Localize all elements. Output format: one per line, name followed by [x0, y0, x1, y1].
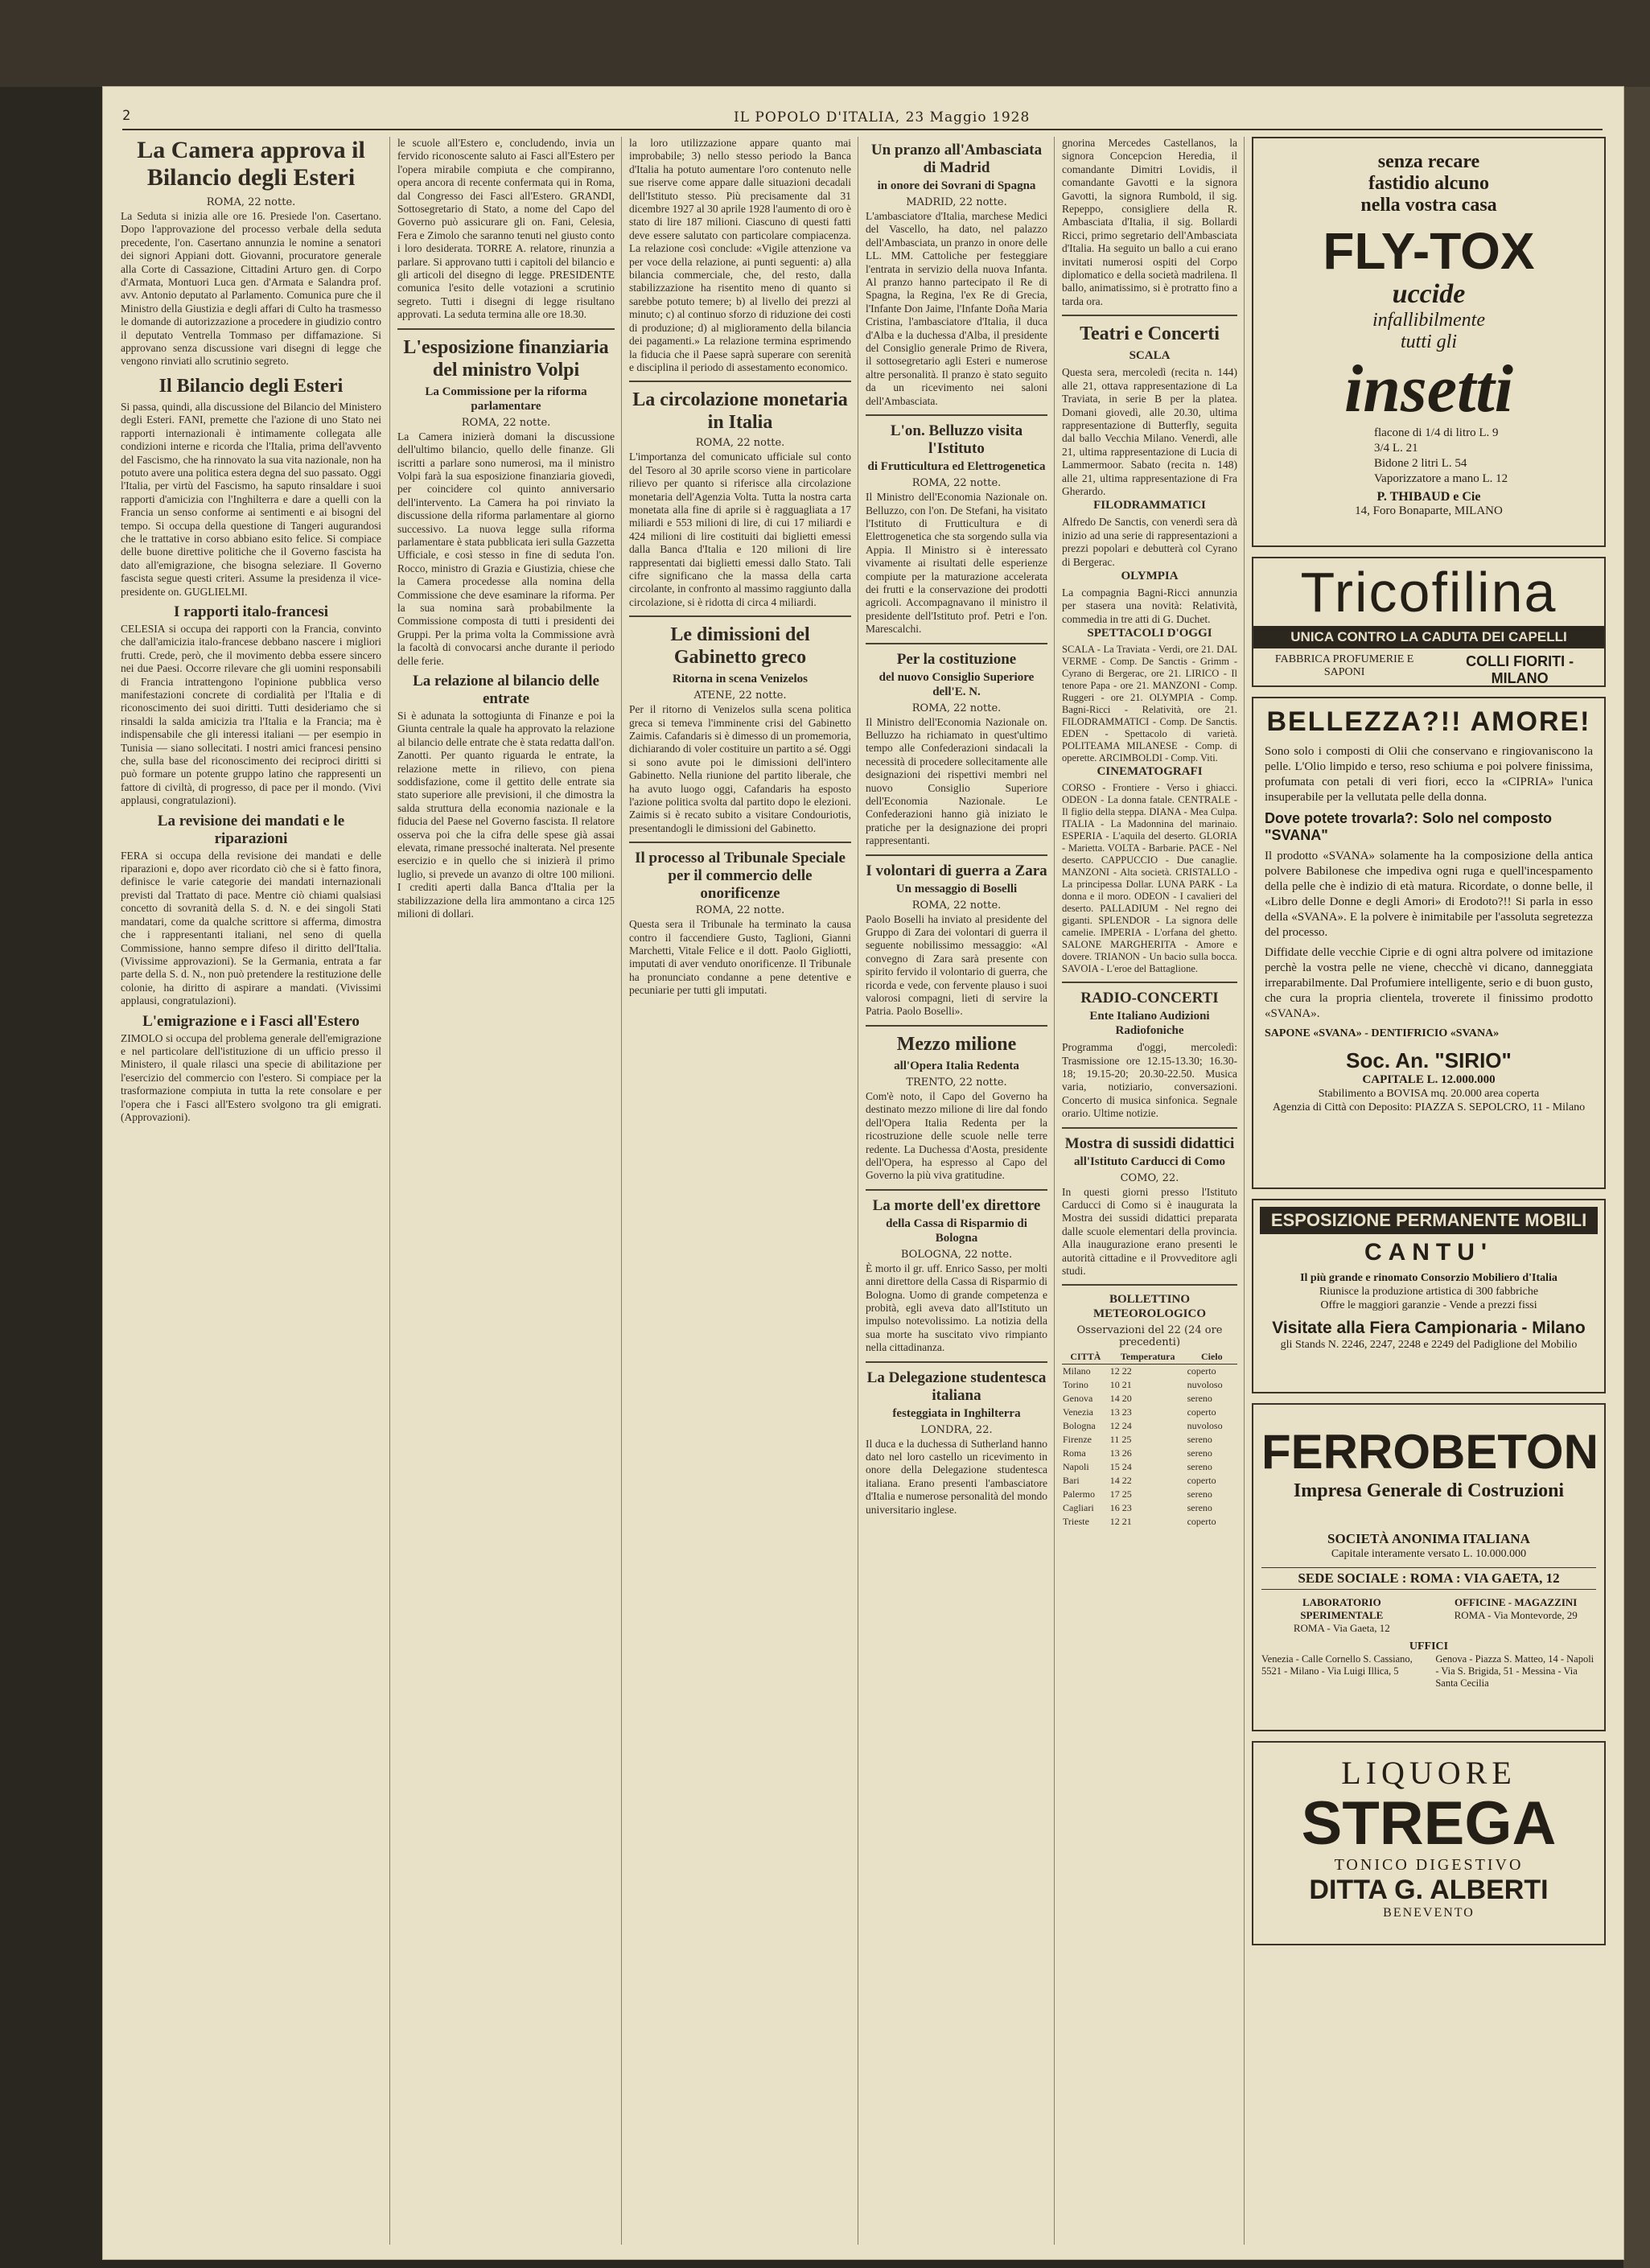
- table-cell: 12 21: [1109, 1516, 1132, 1528]
- dateline: ROMA, 22 notte.: [695, 437, 785, 450]
- table-cell: Napoli: [1063, 1461, 1089, 1473]
- table-cell: 13 23: [1109, 1406, 1132, 1418]
- table-cell: Trieste: [1063, 1516, 1089, 1528]
- table-row: [1062, 1515, 1237, 1529]
- price-item: Vaporizzatore a mano L. 12: [1374, 472, 1508, 485]
- table-row: [1062, 1419, 1237, 1433]
- article-headline: La circolazione monetaria in Italia: [632, 389, 848, 434]
- table-cell: nuvoloso: [1187, 1420, 1223, 1432]
- section-headline: Teatri e Concerti: [1080, 323, 1220, 345]
- ad-headline: BELLEZZA?!! AMORE!: [1266, 706, 1591, 737]
- svana-ad: [1252, 697, 1606, 1189]
- article-headline: La Delegazione studentesca italiana: [866, 1369, 1047, 1404]
- ad-brand: CANTU': [1364, 1239, 1494, 1266]
- weather-heading: BOLLETTINO METEOROLOGICO: [1092, 1293, 1207, 1321]
- dateline: MADRID, 22 notte.: [906, 196, 1007, 208]
- ad-footer: [1261, 1653, 1596, 1690]
- newspaper-page: [103, 87, 1623, 2259]
- table-cell: sereno: [1187, 1447, 1212, 1459]
- article-headline: La morte dell'ex direttore: [872, 1196, 1041, 1214]
- ad-text: Diffidate delle vecchie Ciprie e di ogni altra polvere od imitazione perchè la vostra pelle ne viene, checchè vi dicano, danneggiata irreparabilmente. Dal Profumiere intelligente, serio e di buon gusto, che cura la propria clientela, troverete il finissimo prodotto «SVANA».: [1265, 946, 1593, 1020]
- dateline: ROMA, 22 notte.: [911, 899, 1002, 912]
- ad-text: Venezia - Calle Cornello S. Cassiano, 5521 - Milano - Via Luigi Illica, 5: [1261, 1653, 1413, 1677]
- column-rule: [1244, 137, 1245, 2245]
- ad-text: Capitale interamente versato L. 10.000.000: [1331, 1548, 1527, 1560]
- ad-brand: STREGA: [1301, 1789, 1557, 1858]
- article-body: La compagnia Bagni-Ricci annunzia per stasera una novità: Relatività, commedia in tre atti di G. Duchet.: [1062, 586, 1237, 625]
- ad-text: ROMA - Via Montevorde, 29: [1454, 1609, 1578, 1621]
- ad-brand: FLY-TOX: [1323, 222, 1535, 280]
- table-row: [1062, 1433, 1237, 1447]
- table-row: [1062, 1460, 1237, 1474]
- dateline: COMO, 22.: [1120, 1171, 1179, 1184]
- ad-text: infallibilmente: [1372, 310, 1485, 331]
- table-row: [1062, 1474, 1237, 1488]
- divider: [629, 615, 851, 617]
- article-body: L'importanza del comunicato ufficiale sul conto del Tesoro al 30 aprile scorso viene in particolare rilievo per quanto si riferisce alla circolazione monetaria dell'Agenzia Volta. Tutta la nostra carta monetata alla fine di aprile si è ragguagliata a 17 miliardi e 553 milioni di lire, di cui 17 miliardi e 424 milioni di lire costituiti dai biglietti emessi dalla Banca d'Italia e 120 milioni di lire rappresentati dai biglietti emessi dallo Stato. Tali cifre significano che la massa della carta circolante, in confronto al massimo raggiunto dalla circolazione, si è ridotta di circa 4 miliardi.: [629, 451, 851, 608]
- ad-text: tutti gli: [1400, 331, 1457, 352]
- table-cell: coperto: [1187, 1516, 1216, 1528]
- dateline: ROMA, 22 notte.: [461, 416, 551, 429]
- article-headline: I volontari di guerra a Zara: [866, 862, 1047, 879]
- article-body: In questi giorni presso l'Istituto Carducci di Como si è inaugurata la Mostra dei sussidi didattici preparata dalle scuole elementari della provincia. Alla inaugurazione erano presenti le autorità cittadine e il Provveditore agli studi.: [1062, 1185, 1237, 1278]
- table-cell: 14 22: [1109, 1475, 1132, 1487]
- article-headline: Il processo al Tribunale Speciale per il commercio delle onorificenze: [635, 850, 846, 903]
- table-cell: 10 21: [1109, 1379, 1132, 1391]
- article-subheadline: La Commissione per la riforma parlamentare: [425, 385, 587, 413]
- article-headline: Un pranzo all'Ambasciata di Madrid: [870, 142, 1043, 176]
- divider: [1062, 982, 1237, 983]
- article-body: Si è adunata la sottogiunta di Finanze e poi la Giunta centrale la quale ha approvato la relazione al bilancio delle entrate che è stata redatta dall'on. Zanotti. Per quanto riguarda le entrate, la relazione mette in rilievo, con piena soddisfazione, come il gettito delle entrate sia stato superiore alle previsioni, il che dimostra la salda struttura della economia nazionale e la fiducia del Paese nel Governo fascista. Il relatore osserva poi che la cifra delle spese già assai elevata, rimane pressoché inalterata. Nel presente esercizio e in quello che si inizierà il primo luglio, si prevede un avanzo di oltre 100 milioni. I crediti aperti dalla Banca d'Italia per la stabilizzazione della lira ammontano a circa 125 milioni di dollari.: [397, 710, 615, 920]
- article-body: Il Ministro dell'Economia Nazionale on. Belluzzo, con l'on. De Stefani, ha visitato l'Istituto di Frutticultura e di Elettrogenetica che sta sorgendo sulla via Appia. Il Ministro si è interessato vivamente ai risultati delle esperienze compiute per la maturazione accelerata dei frutti e la conservazione dei prodotti agricoli. Accompagnavano il ministro il presidente dell'Istituto prof. Petri e l'on. Marescalchi.: [866, 491, 1047, 636]
- price-item: Bidone 2 litri L. 54: [1374, 457, 1467, 470]
- table-cell: 14 20: [1109, 1393, 1132, 1405]
- ad-text: senza recare: [1377, 151, 1480, 172]
- table-cell: sereno: [1187, 1502, 1212, 1514]
- article-body: gnorina Mercedes Castellanos, la signora Concepcion Heredia, il comandante Dimitri Lovidis, il comandante Gavotti e la signora Gavotti, la signora Rumbold, il sig. Repeppo, consigliere della R. Ambasciata d'Italia, il sig. Bollardi Ricci, primo segretario dell'Ambasciata d'Italia. Ha seguito un ballo a cui erano invitati numerosi ospiti del Corpo diplomatico e della società madrilena. Il ballo, animatissimo, si è protratto fino a tarda ora.: [1062, 137, 1237, 307]
- ad-text: Visitate alla Fiera Campionaria - Milano: [1272, 1319, 1586, 1337]
- ad-text: uccide: [1392, 279, 1466, 309]
- flytox-ad: [1252, 137, 1606, 547]
- divider: [866, 1189, 1047, 1191]
- ad-text: Riunisce la produzione artistica di 300 fabbriche: [1319, 1286, 1539, 1298]
- article-body: Il Ministro dell'Economia Nazionale on. Belluzzo ha richiamato in quest'ultimo tempo alle Confederazioni sindacali la necessità di procedere sollecitamente alle designazioni dei rispettivi membri nel nuovo Consiglio Superiore dell'Economia Nazionale. Le Confederazioni hanno già iniziato le pratiche per la designazione dei propri rappresentanti.: [866, 715, 1047, 847]
- table-cell: sereno: [1187, 1488, 1212, 1500]
- column-4: [866, 137, 1047, 1517]
- divider: [1062, 315, 1237, 316]
- article-subheadline: festeggiata in Inghilterra: [892, 1406, 1021, 1420]
- section-headline: I rapporti italo-francesi: [173, 603, 329, 620]
- table-header-cell: CITTÀ: [1062, 1350, 1109, 1365]
- ad-brand: FERROBETON: [1261, 1425, 1599, 1479]
- table-cell: Milano: [1063, 1365, 1091, 1377]
- table-header-cell: Temperatura: [1109, 1350, 1187, 1365]
- dateline: ATENE, 22 notte.: [693, 689, 787, 702]
- table-cell: nuvoloso: [1187, 1379, 1223, 1391]
- table-row: [1062, 1365, 1237, 1379]
- article-subheadline: Ritorna in scena Venizelos: [673, 673, 808, 686]
- article-headline: L'on. Belluzzo visita l'Istituto: [890, 422, 1023, 458]
- dateline: ROMA, 22 notte.: [206, 196, 296, 208]
- tricofilina-ad: [1252, 557, 1606, 687]
- article-body: Programma d'oggi, mercoledì: Trasmissione ore 12.15-13.30; 16.30-18; 19.15-20; 20.30-22.50. Musica varia, notiziario, conversazioni. Concerto di musica sinfonica. Segnale orario. Ultime notizie.: [1062, 1041, 1237, 1120]
- section-headline: L'emigrazione e i Fasci all'Estero: [142, 1012, 360, 1030]
- article-body: CELESIA si occupa dei rapporti con la Francia, convinto che dall'amicizia italo-francese debbano nascere i migliori frutti. Crede, però, che il movimento debba essere sincero nei due Paesi. Occorre rilevare che gli uomini responsabili di Francia intrattengono l'opinione pubblica verso manifestazioni concrete di cordialità per l'Italia e di riconoscimento dei suoi diritti. Tutti desideriamo che si rinsaldi la salda amicizia tra l'Italia e la Francia; ma è indispensabile che gli interessi italiani — per esempio in Tunisia — siano sollecitati. I nostri amici francesi pensino che, sulla base del riconoscimento dei reciproci diritti si può formare un potente gruppo latino che rappresenti un fattore di civiltà, di progresso, di pace per il mondo. (Vivi applausi, congratulazioni).: [121, 622, 381, 807]
- listings: SCALA - La Traviata - Verdi, ore 21. DAL VERME - Comp. De Sanctis - Grimm - Cyrano di Bergerac, ore 21. LIRICO - Il tenore Papa - ore 21. MANZONI - Comp. Ruggeri - ore 21. OLYMPIA - Comp. Bagni-Ricci - Relatività, ore 21. FILODRAMMATICI - Comp. De Sanctis. EDEN - Spettacolo di varietà. POLITEAMA MILANESE - Comp. di operette. ARCIMBOLDI - Comp. Viti.: [1062, 644, 1237, 764]
- ad-text: Stabilimento a BOVISA mq. 20.000 area coperta: [1318, 1088, 1540, 1100]
- table-row: [1062, 1501, 1237, 1515]
- ad-headline: ESPOSIZIONE PERMANENTE MOBILI: [1260, 1207, 1598, 1234]
- table-cell: sereno: [1187, 1434, 1212, 1446]
- ad-headline: insetti: [1343, 352, 1514, 426]
- divider: [1062, 1127, 1237, 1129]
- article-body: È morto il gr. uff. Enrico Sasso, per molti anni direttore della Cassa di Risparmio di Bologna. Uomo di grande competenza e probità, egli aveva dato all'Istituto un impulso notevolissimo. La notizia della sua morte ha suscitato vivo rimpianto nella cittadinanza.: [866, 1262, 1047, 1354]
- table-cell: Venezia: [1063, 1406, 1093, 1418]
- ad-text: ROMA - Via Gaeta, 12: [1293, 1622, 1390, 1634]
- weather-subheading: Osservazioni del 22 (24 ore precedenti): [1076, 1324, 1223, 1349]
- ad-text: OFFICINE - MAGAZZINI: [1454, 1596, 1578, 1608]
- mobili-ad: [1252, 1199, 1606, 1393]
- table-cell: coperto: [1187, 1406, 1216, 1418]
- article-subheadline: del nuovo Consiglio Superiore dell'E. N.: [878, 670, 1035, 698]
- divider: [1062, 1284, 1237, 1286]
- article-body: la loro utilizzazione appare quanto mai improbabile; 3) nello stesso periodo la Banca d'Italia ha potuto aumentare l'oro contenuto nelle sue riserve come appare dalle situazioni decadali dell'Istituto stesso. Più precisamente dal 31 dicembre 1927 al 30 aprile 1928 l'aumento di oro è stato di lire 187 milioni. Ciascuno di questi fatti deve essere salutato con particolare compiacenza. La relazione così conclude: «Vigile attenzione va per voce della relazione, ai punti seguenti: a) alla bilancia commerciale, che, del resto, dalla stabilizzazione ha risentito meno di quanto si sarebbe potuto temere; b) al livello dei prezzi al minuto; c) al continuo sforzo di riduzione dei costi di produzione; d) al miglioramento della bilancia dei pagamenti.» La relazione termina esprimendo la fiducia che il Paese saprà superare con serenità e disciplina il periodo di assestamento economico.: [629, 137, 851, 373]
- table-cell: sereno: [1187, 1393, 1212, 1405]
- table-cell: Cagliari: [1063, 1502, 1094, 1514]
- article-subheadline: Un messaggio di Boselli: [895, 882, 1018, 895]
- divider: [866, 643, 1047, 644]
- dateline: LONDRA, 22.: [920, 1423, 993, 1436]
- article-body: Si passa, quindi, alla discussione del Bilancio del Ministero degli Esteri. FANI, premette che l'azione di uno Stato nei rapporti internazionali è intimamente collegata alle condizioni interne e ricorda che l'Italia, prima dell'avvento del Fascismo, che ha rinnovato la sua vita nazionale, non ha potuto avere una politica estera degna del suo passato. Oggi l'Italia, per virtù del Fascismo, ha saputo rinsaldare i suoi rapporti d'amicizia con l'Inghilterra e dare a quelli con la Francia un senso conforme ai sentimenti e ai bisogni del tempo. Si occupa della questione di Tangeri augurandosi che le trattative in corso abbiano esito felice. Si compiace delle buone direttive politiche che il Governo fascista ha dato all'emigrazione, che bisogna seleziare. Il Governo fascista segue questi criteri. Assume la presidenza il vice-presidente on. GUGLIELMI.: [121, 400, 381, 598]
- dateline: BOLOGNA, 22 notte.: [900, 1248, 1013, 1261]
- table-cell: 16 23: [1109, 1502, 1132, 1514]
- article-body: Questa sera, mercoledì (recita n. 144) alle 21, ottava rappresentazione di La Traviata, in serie B per la platea. Domani giovedì, alle 20.30, ultima rappresentazione di Butterfly, seguita dal ballo Vecchia Milano. Venerdì, alle 21, ultima rappresentazione di Lucia di Lammermoor. Sabato (recita n. 148) alle 21, ultima rappresentazione di Fra Gherardo.: [1062, 366, 1237, 497]
- table-cell: Firenze: [1063, 1434, 1092, 1446]
- article-body: La Seduta si inizia alle ore 16. Presiede l'on. Casertano. Dopo l'approvazione del processo verbale della seduta precedente, l'on. Casertano annunzia le nomine a senatori dei signori Appiani dott. Giovanni, procuratore generale alla Corte di Cassazione, Cittadini Arturo gen. di Corpo d'Armata, Montuori Luca gen. d'Armata e Salandra prof. avv. Antonio deputato al Parlamento. Comunica pure che il Ministro della Giustizia e degli affari di Culto ha trasmesso le domande di autorizzazione a procedere in giudizio contro il deputato Ventrella Tommaso per diffamazione. Si approvano senza discussione vari disegni di legge che vengono rinviati allo scrutinio segreto.: [121, 210, 381, 368]
- article-headline: Le dimissioni del Gabinetto greco: [670, 624, 810, 669]
- listings: CORSO - Frontiere - Verso i ghiacci. ODEON - La donna fatale. CENTRALE - Il figlio della steppa. DIANA - Mea Culpa. ITALIA - La Madonnina del marinaio. ESPERIA - L'aquila del deserto. GLORIA - Marietta. VOLTA - Barbarie. PACE - Nel deserto. CAPPUCCIO - Due canaglie. MANZONI - Alta società. CRISTALLO - La principessa Dollar. LUNA PARK - La donna e il moro. ODEON - I cavalieri del deserto. PALLADIUM - Nel regno dei giganti. SPLENDOR - La signora delle camelie. IMPERIA - L'orfana del ghetto. SALONE MARGHERITA - Amore e dovere. TRIANON - Un bacio sulla bocca. SAVOIA - L'eroe del Battaglione.: [1062, 782, 1237, 975]
- article-body: Per il ritorno di Venizelos sulla scena politica greca si temeva l'imminente crisi del Gabinetto Zaimis. Cafandaris si è dimesso di un promemoria, dichiarando di voler costituire un partito a sé. Oggi si sono avute poi le dimissioni dell'intero Gabinetto. Nella riunione del partito liberale, che ha avuto luogo oggi, Cafandaris ha esposto l'azione politica svolta dal partito dopo le elezioni. Zaimis si è recato subito a visitare Condouriotis, presentandogli le dimissioni del Gabinetto.: [629, 703, 851, 834]
- ad-text: gli Stands N. 2246, 2247, 2248 e 2249 del Padiglione del Mobilio: [1280, 1339, 1578, 1351]
- masthead: IL POPOLO D'ITALIA, 23 Maggio 1928: [734, 109, 1031, 126]
- ad-agent: P. THIBAUD e Cie: [1376, 490, 1481, 504]
- table-cell: coperto: [1187, 1475, 1216, 1487]
- price-item: flacone di 1/4 di litro L. 9: [1374, 426, 1499, 439]
- weather-table: [1062, 1350, 1237, 1529]
- venue-heading: OLYMPIA: [1121, 569, 1179, 582]
- table-body: [1062, 1365, 1237, 1529]
- page-edge: [1623, 87, 1650, 2268]
- divider: [629, 842, 851, 843]
- table-row: [1062, 1488, 1237, 1501]
- article-body: Paolo Boselli ha inviato al presidente del Gruppo di Zara dei volontari di guerra il seguente nobilissimo messaggio: «Al convegno di Zara sarà presente con spirito fervido il volontario di guerra, che ricorda e vede, con fervente plauso i suoi valorosi compagni, lieti di servire la Patria. Paolo Boselli».: [866, 912, 1047, 1018]
- strega-ad: [1252, 1741, 1606, 1945]
- ad-text: Agenzia di Città con Deposito: PIAZZA S. SEPOLCRO, 11 - Milano: [1272, 1101, 1586, 1113]
- article-body: Questa sera il Tribunale ha terminato la causa contro il faccendiere Gusto, Taglioni, Gianni Marchetti, Vitale Felice e il dott. Paolo Gigliotti, imputati di aver venduto onorificenze. Il Tribunale ha pronunciato condanne a pene detentive e pecuniarie per tutti gli imputati.: [629, 918, 851, 997]
- table-row: [1062, 1392, 1237, 1406]
- ad-text: Il prodotto «SVANA» solamente ha la composizione della antica polvere Babilonese che impediva ogni ruga e quell'incespamento della pelle che è indizio di età matura. Ricordate, o donne belle, il «Libro delle Donne e degli Amori» di Erodoto?!! Si parla in esso della «SVANA». E la polvere è inimitabile per l'assoluta segretezza del processo.: [1265, 850, 1593, 939]
- table-row: [1062, 1378, 1237, 1392]
- ad-text: LIQUORE: [1341, 1755, 1516, 1791]
- article-subheadline: di Frutticultura ed Elettrogenetica: [867, 460, 1046, 474]
- column-rule: [621, 137, 622, 2245]
- article-headline: L'esposizione finanziaria del ministro Volpi: [403, 336, 609, 381]
- table-cell: Roma: [1063, 1447, 1086, 1459]
- divider: [866, 414, 1047, 416]
- listings-heading: CINEMATOGRAFI: [1097, 765, 1203, 779]
- table-cell: Torino: [1063, 1379, 1088, 1391]
- ad-text: Impresa Generale di Costruzioni: [1293, 1480, 1565, 1501]
- table-cell: Bari: [1063, 1475, 1080, 1487]
- venue-heading: FILODRAMMATICI: [1093, 499, 1206, 512]
- section-headline: La relazione al bilancio delle entrate: [413, 673, 599, 707]
- article-headline: Mezzo milione: [896, 1033, 1017, 1055]
- ad-text: SEDE SOCIALE : ROMA : VIA GAETA, 12: [1261, 1567, 1596, 1590]
- table-cell: coperto: [1187, 1365, 1216, 1377]
- ad-text: FABBRICA PROFUMERIE E SAPONI: [1274, 653, 1414, 678]
- ad-brand: Tricofilina: [1300, 561, 1557, 624]
- article-body: Com'è noto, il Capo del Governo ha destinato mezzo milione di lire dal fondo dell'Opera Italia Redenta per la ricostruzione delle scuole nelle terre redente. La Duchessa d'Aosta, presidente dell'Opera, ha espresso al Capo del Governo la più viva gratitudine.: [866, 1089, 1047, 1182]
- table-cell: 17 25: [1109, 1488, 1132, 1500]
- article-body: Il duca e la duchessa di Sutherland hanno dato nel loro castello un ricevimento in onore della Delegazione studentesca italiana. Erano presenti l'ambasciatore d'Italia e numerose personalità del mondo universitario inglese.: [866, 1437, 1047, 1516]
- column-rule: [389, 137, 390, 2245]
- dateline: ROMA, 22 notte.: [911, 702, 1002, 714]
- table-row: [1062, 1447, 1237, 1460]
- column-2: [397, 137, 615, 921]
- section-headline: Il Bilancio degli Esteri: [158, 375, 344, 397]
- ad-address: 14, Foro Bonaparte, MILANO: [1355, 504, 1503, 517]
- article-body: Alfredo De Sanctis, con venerdì sera dà inizio ad una serie di rappresentazioni a prezzi popolari e debutterà col Cyrano di Bergerac.: [1062, 516, 1237, 568]
- ad-text: TONICO DIGESTIVO: [1334, 1856, 1524, 1874]
- ad-text: BENEVENTO: [1383, 1906, 1475, 1920]
- section-headline: RADIO-CONCERTI: [1080, 990, 1219, 1007]
- ad-text: Genova - Piazza S. Matteo, 14 - Napoli - Via S. Brigida, 51 - Messina - Via Santa Cecilia: [1435, 1653, 1594, 1689]
- article-headline: Per la costituzione: [896, 650, 1017, 668]
- divider: [866, 854, 1047, 856]
- table-cell: 12 22: [1109, 1365, 1132, 1377]
- article-headline: Mostra di sussidi didattici: [1064, 1134, 1235, 1152]
- dateline: TRENTO, 22 notte.: [906, 1076, 1007, 1089]
- ad-text: Dove potete trovarla?: Solo nel composto "SVANA": [1265, 810, 1553, 843]
- article-subheadline: in onore dei Sovrani di Spagna: [877, 179, 1036, 192]
- divider: [866, 1361, 1047, 1363]
- table-header-row: [1062, 1350, 1237, 1365]
- article-body: le scuole all'Estero e, concludendo, invia un fervido riconoscente saluto ai Fasci all'Estero per l'opera mirabile compiuta e che compiranno, opera ancora di recente confermata qui in Roma, dal Congresso dei Fasci all'Estero. GRANDI, Sottosegretario di Stato, a nome del Capo del Governo può assicurare gli on. Fani, Celesia, Fera e Zimolo che saranno tenuti nel giusto conto i loro desiderata. TORRE A. relatore, rinunzia a parlare. Si approvano tutti i capitoli del bilancio e gli articoli del disegno di legge. PRESIDENTE comunica l'esito delle votazioni a scrutinio segreto. Tutti i disegni di legge risultano approvati. La seduta termina alle ore 18.30.: [397, 137, 615, 321]
- table-header-cell: Cielo: [1187, 1350, 1237, 1365]
- column-1: [121, 137, 381, 1124]
- ad-text: SAPONE «SVANA» - DENTIFRICIO «SVANA»: [1265, 1027, 1500, 1039]
- ad-text: nella vostra casa: [1360, 195, 1497, 216]
- venue-heading: SCALA: [1129, 349, 1171, 363]
- ad-text: fastidio alcuno: [1368, 173, 1490, 194]
- ad-text: Il più grande e rinomato Consorzio Mobiliero d'Italia: [1300, 1272, 1557, 1284]
- article-body: ZIMOLO si occupa del problema generale dell'emigrazione e nel particolare dell'istituzione di un ufficio presso il Ministero, il quale rilasci una specie di abilitazione per l'esercizio del commercio con l'estero. Si compiace per la trasformazione compiuta in tutta la rete consolare e per l'opera che i Fasci all'Estero svolgono tra gli emigrati. (Approvazioni).: [121, 1031, 381, 1123]
- ad-footer: [1261, 1596, 1596, 1635]
- column-rule: [1054, 137, 1055, 2245]
- ad-text: DITTA G. ALBERTI: [1309, 1875, 1549, 1905]
- table-row: [1062, 1406, 1237, 1419]
- article-subheadline: all'Istituto Carducci di Como: [1074, 1155, 1225, 1168]
- section-headline: La revisione dei mandati e le riparazioni: [157, 812, 345, 847]
- dateline: ROMA, 22 notte.: [695, 904, 785, 917]
- table-cell: 15 24: [1109, 1461, 1132, 1473]
- divider: [397, 328, 615, 330]
- ad-text: CAPITALE L. 12.000.000: [1362, 1073, 1496, 1086]
- table-cell: Palermo: [1063, 1488, 1095, 1500]
- article-subheadline: all'Opera Italia Redenta: [894, 1059, 1019, 1072]
- ad-text: SOCIETÀ ANONIMA ITALIANA: [1327, 1531, 1530, 1546]
- ad-tagline: UNICA CONTRO LA CADUTA DEI CAPELLI: [1253, 626, 1604, 648]
- article-subheadline: della Cassa di Risparmio di Bologna: [886, 1216, 1027, 1245]
- article-headline: La Camera approva il Bilancio degli Esteri: [137, 137, 365, 191]
- ad-company: Soc. An. "SIRIO": [1346, 1048, 1512, 1072]
- page-header: [122, 108, 1603, 130]
- divider: [866, 1025, 1047, 1027]
- price-item: 3/4 L. 21: [1374, 442, 1418, 455]
- article-body: L'ambasciatore d'Italia, marchese Medici del Vascello, ha dato, nel palazzo dell'Ambasciata, un pranzo in onore delle LL. MM. Cattoliche per festeggiare l'entrata in servizio della nuova Infanta. Al pranzo hanno partecipato il Re di Spagna, la Regina, l'ex Re di Grecia, l'Infante Don Jaime, l'Infante Doña Maria Cristina, l'ambasciatore d'Italia, il duca d'Alba e la duchessa d'Alba, il presidente del Consiglio generale Primo de Rivera, il sottosegretario agli Esteri e numerose altre personalità. Il pranzo è stato seguito da un ricevimento nei saloni dell'Ambasciata.: [866, 210, 1047, 407]
- divider: [629, 381, 851, 382]
- ad-text: UFFICI: [1409, 1640, 1449, 1653]
- column-3: [629, 137, 851, 998]
- article-body: La Camera inizierà domani la discussione dell'ultimo bilancio, quello delle finanze. Gli iscritti a parlare sono numerosi, ma il ministro Volpi farà la sua esposizione finanziaria giovedì, per coincidere col quinto anniversario dell'intervento. La Camera ha poi rinviato la discussione della riforma parlamentare al giorno successivo. La nuova legge sulla riforma parlamentare è stata pubblicata ieri sulla Gazzetta Ufficiale, e così stesso in fine di seduta l'on. Rocco, ministro di Grazia e Giustizia, chiese che la Camera procedesse alla nomina della Commissione che deve esaminare la riforma. Per la sua nomina sarà probabilmente la Commissione composta di tutti i presidenti dei Gruppi. Per la prima volta la Commissione avrà la facoltà di convocarsi anche durante il periodo delle ferie.: [397, 430, 615, 667]
- binding-top: [0, 0, 1650, 87]
- ad-text: Offre le maggiori garanzie - Vende a prezzi fissi: [1320, 1299, 1537, 1311]
- ad-text: Sono solo i composti di Olii che conservano e ringiovaniscono la pelle. L'Olio limpido e terso, reso schiuma e poi polvere finissima, profumata con petali di veri fiori, ecco la «CIPRIA» l'unica insuperabile per la vellutata pelle della donna.: [1265, 745, 1593, 804]
- article-body: FERA si occupa della revisione dei mandati e delle riparazioni e, dopo aver ricordato ciò che si è fatto finora, definisce le varie categorie dei mandati internazionali previsti dal Trattato di pace. Mentre ciò chiami qualsiasi concetto di sovranità della S. d. N. e dei singoli Stati mandatari, come da qualche scrittore si afferma, dimostra che i rappresentanti italiani, nel seno di quella Commissione, hanno sempre difeso il diritto dell'Italia. (Vivissime approvazioni). Se la Germania, entrata a far parte della S. d. N., non può pretendere la restituzione delle colonie, ha diritto di aspirare a mandati. (Vivissimi applausi, congratulazioni).: [121, 849, 381, 1007]
- dateline: ROMA, 22 notte.: [911, 477, 1002, 490]
- page-number: 2: [122, 108, 131, 124]
- table-cell: 12 24: [1109, 1420, 1132, 1432]
- table-cell: Bologna: [1063, 1420, 1096, 1432]
- table-cell: 11 25: [1109, 1434, 1132, 1446]
- price-list: [1374, 426, 1604, 487]
- table-cell: sereno: [1187, 1461, 1212, 1473]
- ad-footer: [1253, 648, 1604, 687]
- ad-text: LABORATORIO SPERIMENTALE: [1300, 1596, 1384, 1621]
- column-5: [1062, 137, 1237, 1529]
- listings-heading: SPETTACOLI D'OGGI: [1087, 627, 1212, 640]
- table-cell: Genova: [1063, 1393, 1093, 1405]
- ferrobeton-ad: [1252, 1403, 1606, 1731]
- ad-text: COLLI FIORITI - MILANO: [1466, 653, 1574, 686]
- table-cell: 13 26: [1109, 1447, 1132, 1459]
- article-subheadline: Ente Italiano Audizioni Radiofoniche: [1089, 1010, 1210, 1038]
